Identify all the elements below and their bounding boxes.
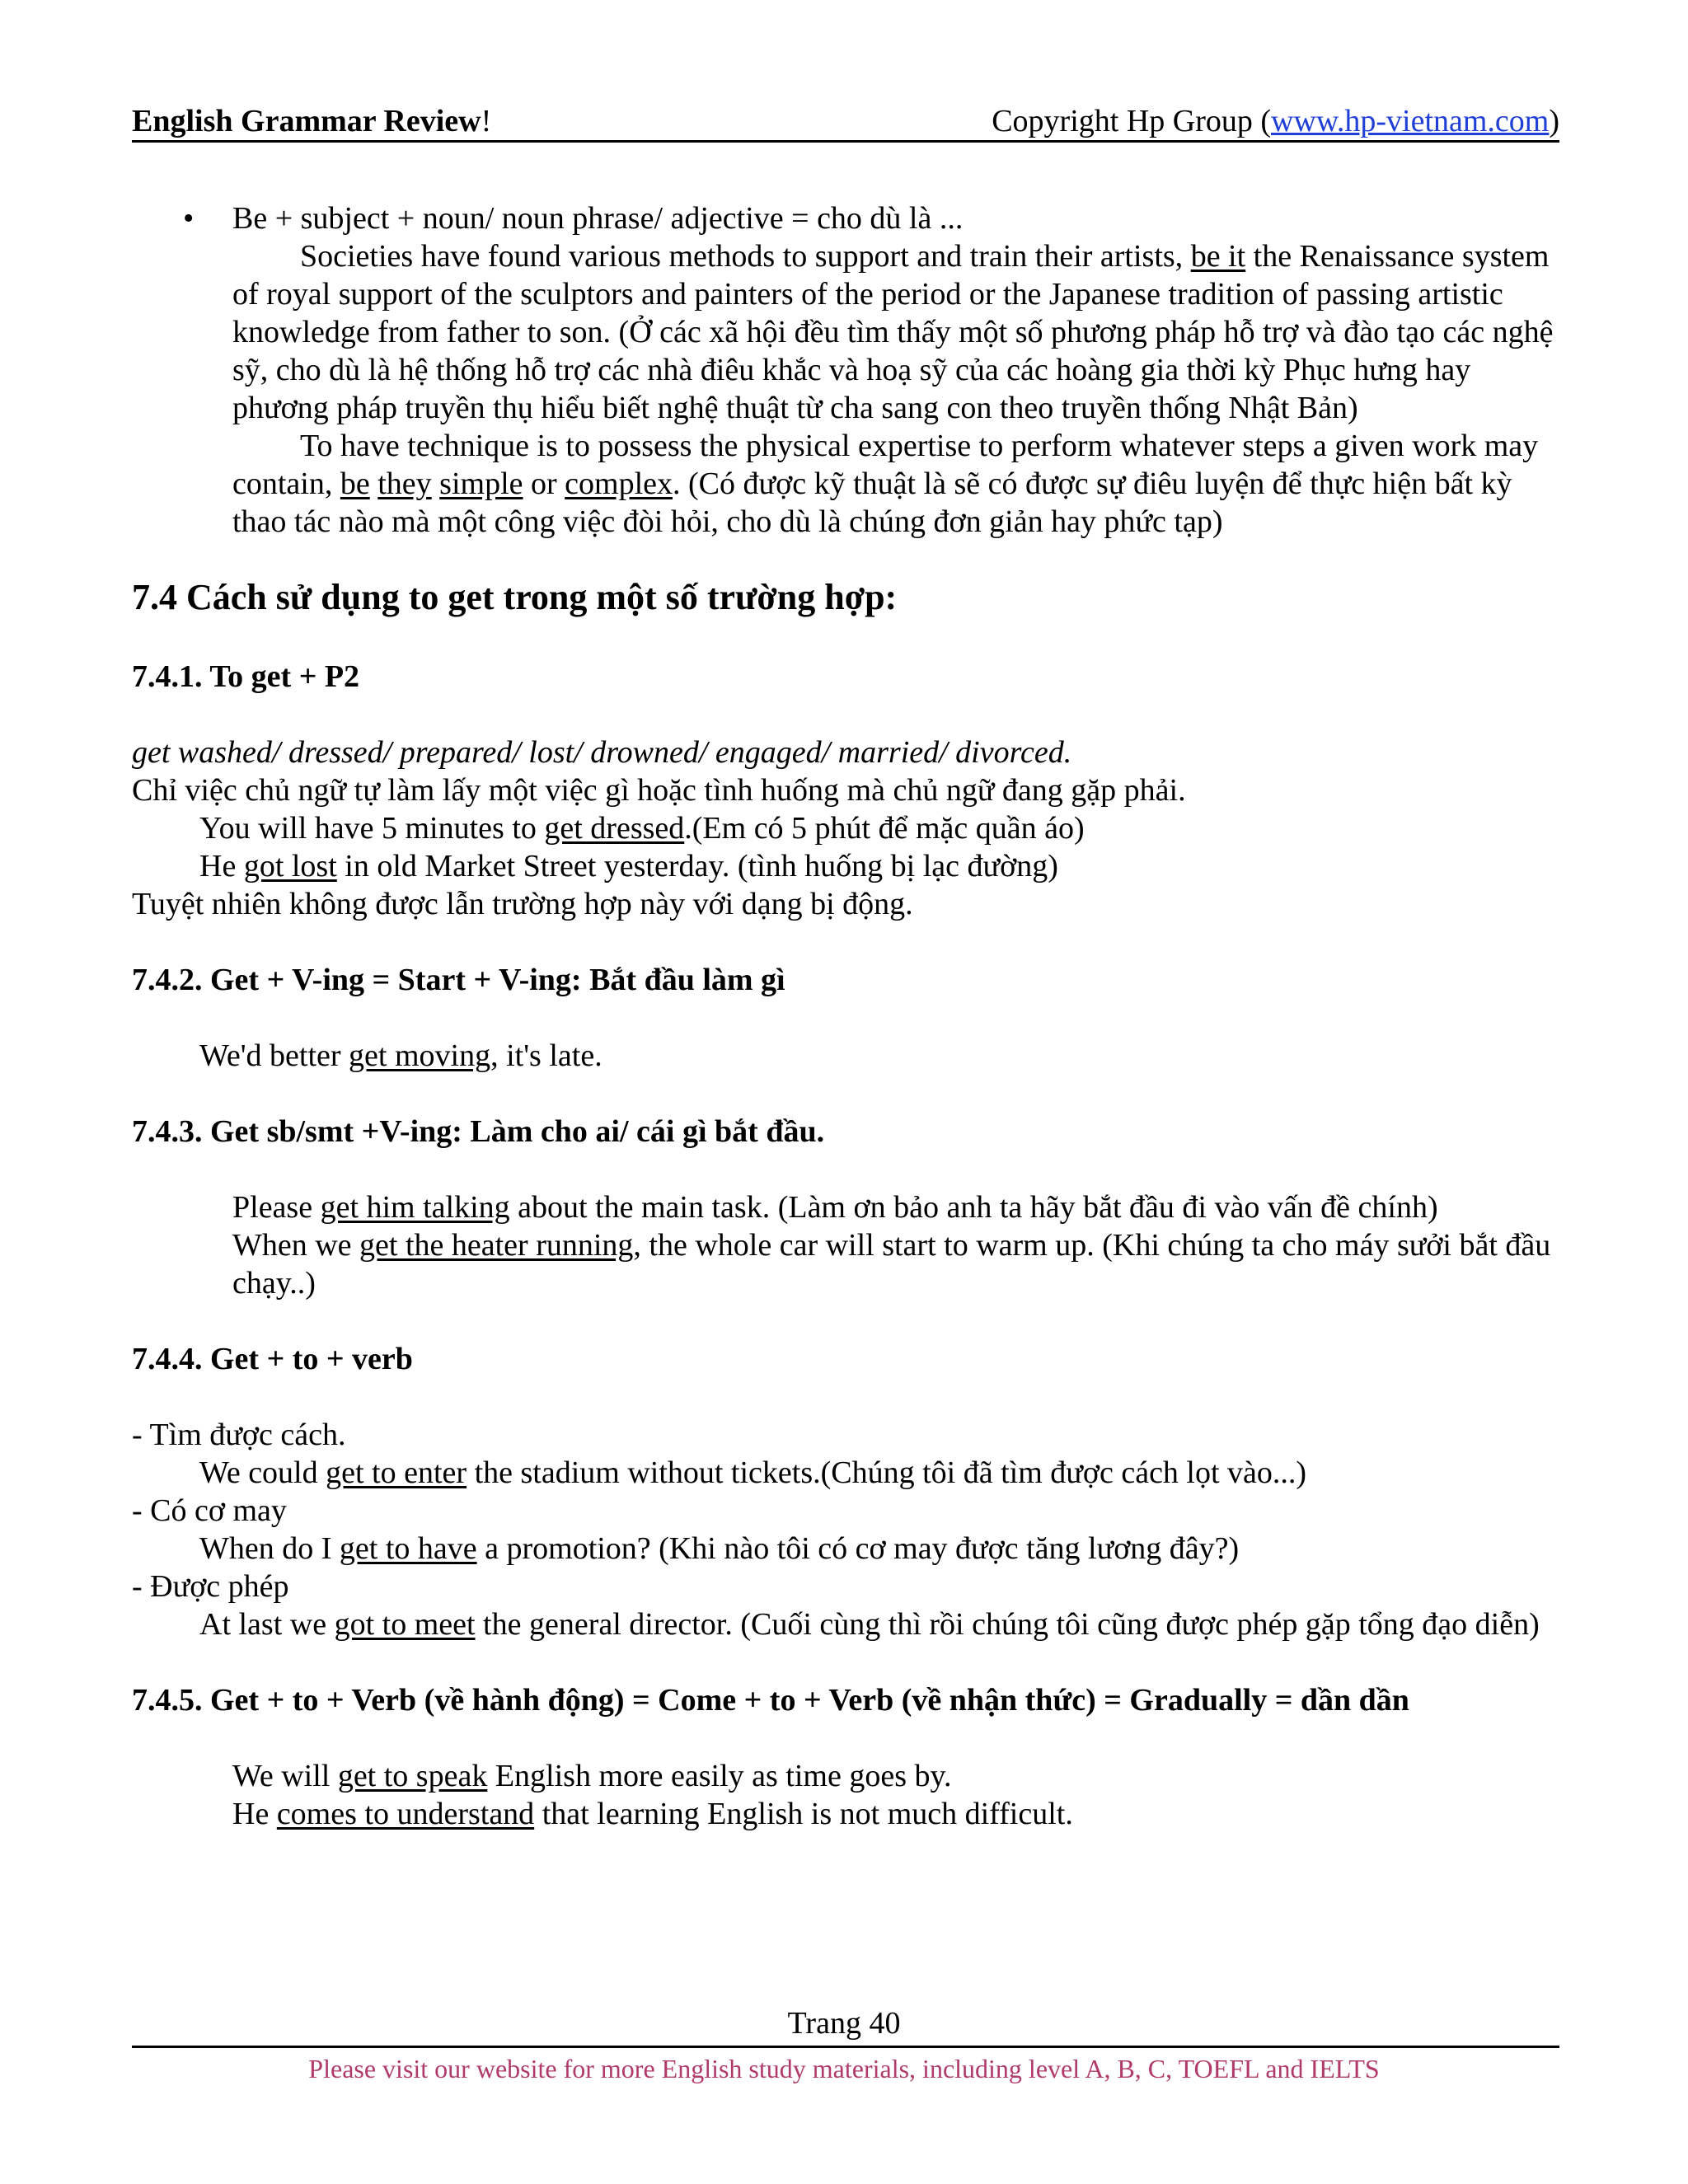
example-paragraph: Societies have found various methods to support and train their artists, be it the Renaissance system of royal support of the sculptors and painters of the period or the Japanese tradition of passing artistic knowledge from father to son. (Ở các xã hội đều tìm thấy một số phương pháp hỗ trợ và đào tạo các nghệ sỹ, cho dù là hệ thống hỗ trợ các nhà điêu khắc và hoạ sỹ của các hoàng gia thời kỳ Phục hưng hay phương pháp truyền thụ hiểu biết nghệ thuật từ cha sang con theo truyền thống Nhật Bản) [232, 239, 1554, 425]
example-paragraph: To have technique is to possess the physical expertise to perform whatever steps a given work may contain, be they simple or complex. (Có được kỹ thuật là sẽ có được sự điêu luyện để thực hiện bất kỳ thao tác nào mà một công việc đòi hỏi, cho dù là chúng đơn giản hay phức tạp) [232, 429, 1539, 539]
example-line: Please get him talking about the main task. (Làm ơn bảo anh ta hãy bắt đầu đi vào vấn đề chính) [232, 1190, 1438, 1225]
example-block [132, 1757, 1558, 1833]
note-line: Tuyệt nhiên không được lẫn trường hợp này với dạng bị động. [132, 887, 913, 921]
meaning-line: - Có cơ may [132, 1493, 287, 1528]
footer-divider [132, 2046, 1559, 2048]
example-line: At last we got to meet the general director. (Cuối cùng thì rồi chúng tôi cũng được phép gặp tổng đạo diễn) [199, 1607, 1540, 1642]
example-block [132, 1188, 1558, 1302]
example-line: He got lost in old Market Street yesterday. (tình huống bị lạc đường) [199, 849, 1058, 883]
bullet-item [132, 199, 1558, 541]
example-line: You will have 5 minutes to get dressed.(Em có 5 phút để mặc quần áo) [199, 811, 1085, 846]
footer-note: Please visit our website for more English study materials, including level A, B, C, TOEFL and IELTS [308, 2054, 1380, 2083]
example-line: When we get the heater running, the whole car will start to warm up. (Khi chúng ta cho máy sưởi bắt đầu chạy..) [232, 1228, 1551, 1301]
header-copyright: Copyright Hp Group (www.hp-vietnam.com) [992, 104, 1559, 138]
website-link[interactable]: www.hp-vietnam.com [1271, 104, 1550, 138]
rule-line: Be + subject + noun/ noun phrase/ adjective = cho dù là ... [232, 201, 964, 236]
section-title: 7.4 Cách sử dụng to get trong một số trường hợp: [132, 577, 898, 617]
example-line: We'd better get moving, it's late. [199, 1038, 603, 1073]
example-line: We could get to enter the stadium without tickets.(Chúng tôi đã tìm được cách lọt vào...) [199, 1455, 1307, 1490]
subsection-heading: 7.4.2. Get + V-ing = Start + V-ing: Bắt đầu làm gì [132, 963, 785, 997]
example-line: When do I get to have a promotion? (Khi nào tôi có cơ may được tăng lương đây?) [199, 1531, 1240, 1566]
subsection-heading: 7.4.5. Get + to + Verb (về hành động) = Come + to + Verb (về nhận thức) = Gradually = dần dần [132, 1683, 1409, 1718]
page-content [132, 199, 1558, 1833]
description: Chỉ việc chủ ngữ tự làm lấy một việc gì hoặc tình huống mà chủ ngữ đang gặp phải. [132, 773, 1186, 808]
example-line: He comes to understand that learning English is not much difficult. [232, 1797, 1073, 1831]
subsection-heading: 7.4.4. Get + to + verb [132, 1342, 413, 1376]
bullet-icon: • [183, 201, 195, 236]
meaning-line: - Tìm được cách. [132, 1418, 346, 1452]
subsection-heading: 7.4.3. Get sb/smt +V-ing: Làm cho ai/ cái gì bắt đầu. [132, 1114, 825, 1149]
page-header [132, 96, 1559, 143]
example-line: We will get to speak English more easily as time goes by. [232, 1759, 952, 1793]
page-number: Trang 40 [787, 2006, 901, 2041]
verb-list: get washed/ dressed/ prepared/ lost/ drowned/ engaged/ married/ divorced. [132, 735, 1072, 770]
subsection-heading: 7.4.1. To get + P2 [132, 659, 360, 694]
meaning-line: - Được phép [132, 1569, 289, 1604]
header-title: English Grammar Review! [132, 104, 492, 138]
